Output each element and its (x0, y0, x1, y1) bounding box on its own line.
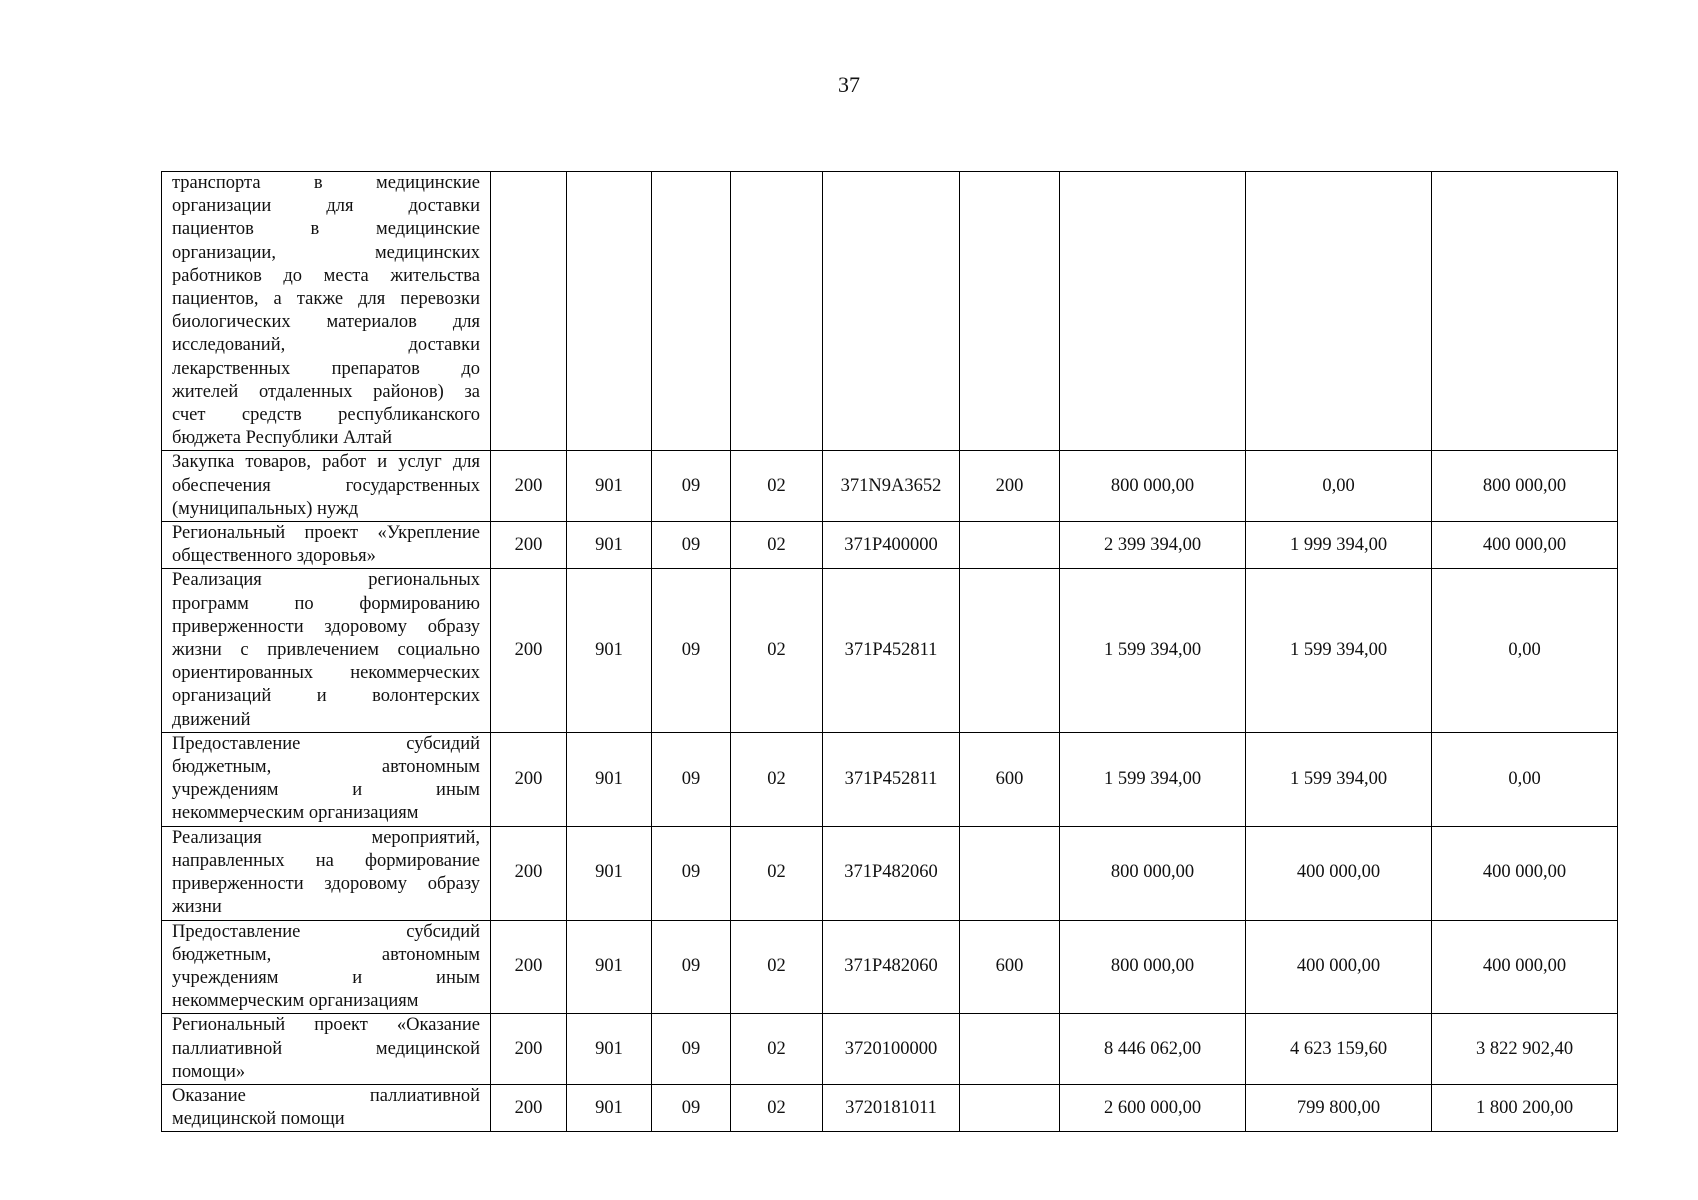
cell-target-article: 371P452811 (823, 569, 960, 732)
description-line: биологических материалов для (172, 312, 480, 333)
cell-ministry: 901 (567, 451, 652, 522)
description-line: Оказание паллиативной (172, 1085, 480, 1106)
description-line: пациентов, а также для перевозки (172, 289, 480, 310)
cell-expense-type (960, 172, 1060, 451)
cell-target-article: 3720100000 (823, 1014, 960, 1085)
description-line: обеспечения государственных (172, 475, 480, 496)
description-line: бюджета Республики Алтай (172, 428, 393, 449)
description-line: Реализация региональных (172, 570, 480, 591)
cell-amount-total: 800 000,00 (1060, 451, 1246, 522)
cell-section: 200 (491, 1084, 567, 1131)
description-line: лекарственных препаратов до (172, 358, 480, 379)
description-line: паллиативной медицинской (172, 1038, 480, 1059)
table-row (162, 826, 1618, 920)
table-row (162, 920, 1618, 1014)
cell-amount-federal: 400 000,00 (1246, 920, 1432, 1014)
cell-ministry: 901 (567, 826, 652, 920)
cell-description (162, 522, 491, 569)
page-number: 37 (838, 72, 860, 97)
description-line: Региональный проект «Укрепление (172, 523, 480, 544)
description-line: жизни (172, 897, 222, 918)
cell-target-article: 371P400000 (823, 522, 960, 569)
cell-target-article: 371P482060 (823, 920, 960, 1014)
description-line: ориентированных некоммерческих (172, 663, 480, 684)
cell-subdivision (731, 172, 823, 451)
description-line: приверженности здоровому образу (172, 616, 480, 637)
table-row (162, 569, 1618, 732)
cell-division: 09 (652, 1084, 731, 1131)
description-line: некоммерческим организациям (172, 803, 419, 824)
cell-division: 09 (652, 1014, 731, 1085)
cell-description (162, 172, 491, 451)
cell-ministry (567, 172, 652, 451)
description-line: бюджетным, автономным (172, 944, 480, 965)
cell-division: 09 (652, 920, 731, 1014)
cell-target-article: 371P482060 (823, 826, 960, 920)
cell-section: 200 (491, 920, 567, 1014)
cell-description (162, 451, 491, 522)
cell-amount-total (1060, 172, 1246, 451)
cell-ministry: 901 (567, 732, 652, 826)
table-row (162, 172, 1618, 451)
description-line: Реализация мероприятий, (172, 827, 480, 848)
cell-ministry: 901 (567, 920, 652, 1014)
cell-amount-federal: 4 623 159,60 (1246, 1014, 1432, 1085)
cell-amount-republic (1432, 172, 1618, 451)
cell-expense-type (960, 1084, 1060, 1131)
cell-description (162, 732, 491, 826)
cell-division: 09 (652, 569, 731, 732)
cell-subdivision: 02 (731, 732, 823, 826)
cell-expense-type: 600 (960, 920, 1060, 1014)
cell-amount-federal: 799 800,00 (1246, 1084, 1432, 1131)
cell-division (652, 172, 731, 451)
cell-amount-republic: 800 000,00 (1432, 451, 1618, 522)
description-line: организации, медицинских (172, 242, 480, 263)
cell-section: 200 (491, 451, 567, 522)
cell-division: 09 (652, 522, 731, 569)
cell-amount-republic: 400 000,00 (1432, 920, 1618, 1014)
cell-amount-republic: 400 000,00 (1432, 522, 1618, 569)
cell-amount-republic: 0,00 (1432, 732, 1618, 826)
cell-ministry: 901 (567, 1014, 652, 1085)
cell-target-article: 3720181011 (823, 1084, 960, 1131)
description-line: бюджетным, автономным (172, 757, 480, 778)
description-line: учреждениям и иным (172, 967, 480, 988)
description-line: помощи» (172, 1061, 246, 1082)
cell-target-article: 371P452811 (823, 732, 960, 826)
cell-section: 200 (491, 1014, 567, 1085)
description-line: организаций и волонтерских (172, 686, 480, 707)
cell-expense-type (960, 569, 1060, 732)
cell-section: 200 (491, 826, 567, 920)
table-row (162, 1014, 1618, 1085)
budget-table (161, 171, 1618, 1132)
description-line: транспорта в медицинские (172, 173, 480, 193)
cell-amount-total: 2 600 000,00 (1060, 1084, 1246, 1131)
table-row (162, 451, 1618, 522)
table-row (162, 522, 1618, 569)
cell-amount-federal: 1 599 394,00 (1246, 569, 1432, 732)
cell-expense-type (960, 522, 1060, 569)
cell-target-article: 371N9A3652 (823, 451, 960, 522)
cell-amount-republic: 3 822 902,40 (1432, 1014, 1618, 1085)
description-line: Предоставление субсидий (172, 733, 480, 754)
description-line: пациентов в медицинские (172, 219, 480, 240)
cell-amount-total: 1 599 394,00 (1060, 569, 1246, 732)
cell-subdivision: 02 (731, 522, 823, 569)
cell-amount-federal: 400 000,00 (1246, 826, 1432, 920)
cell-division: 09 (652, 451, 731, 522)
cell-subdivision: 02 (731, 1014, 823, 1085)
cell-amount-total: 800 000,00 (1060, 826, 1246, 920)
description-line: Региональный проект «Оказание (172, 1015, 480, 1036)
cell-subdivision: 02 (731, 451, 823, 522)
cell-description (162, 1084, 491, 1131)
cell-amount-total: 2 399 394,00 (1060, 522, 1246, 569)
cell-amount-federal (1246, 172, 1432, 451)
cell-expense-type: 200 (960, 451, 1060, 522)
cell-target-article (823, 172, 960, 451)
table-row (162, 1084, 1618, 1131)
description-line: учреждениям и иным (172, 780, 480, 801)
cell-amount-federal: 1 999 394,00 (1246, 522, 1432, 569)
description-line: работников до места жительства (172, 265, 480, 286)
description-line: (муниципальных) нужд (172, 498, 359, 519)
description-line: общественного здоровья» (172, 546, 376, 567)
cell-amount-total: 800 000,00 (1060, 920, 1246, 1014)
cell-amount-republic: 400 000,00 (1432, 826, 1618, 920)
cell-section (491, 172, 567, 451)
cell-expense-type (960, 1014, 1060, 1085)
description-line: медицинской помощи (172, 1109, 345, 1130)
description-line: движений (172, 709, 251, 730)
cell-section: 200 (491, 732, 567, 826)
description-line: жизни с привлечением социально (172, 640, 480, 661)
cell-description (162, 1014, 491, 1085)
cell-description (162, 569, 491, 732)
cell-amount-total: 1 599 394,00 (1060, 732, 1246, 826)
description-line: некоммерческим организациям (172, 991, 419, 1012)
cell-description (162, 920, 491, 1014)
table-row (162, 732, 1618, 826)
cell-amount-federal: 1 599 394,00 (1246, 732, 1432, 826)
cell-section: 200 (491, 522, 567, 569)
description-line: организации для доставки (172, 196, 480, 217)
cell-ministry: 901 (567, 522, 652, 569)
cell-ministry: 901 (567, 569, 652, 732)
cell-amount-republic: 1 800 200,00 (1432, 1084, 1618, 1131)
description-line: Закупка товаров, работ и услуг для (172, 452, 480, 473)
description-line: жителей отдаленных районов) за (172, 381, 480, 402)
description-line: исследований, доставки (172, 335, 480, 356)
cell-expense-type (960, 826, 1060, 920)
cell-division: 09 (652, 732, 731, 826)
description-line: Предоставление субсидий (172, 921, 480, 942)
cell-division: 09 (652, 826, 731, 920)
description-line: приверженности здоровому образу (172, 874, 480, 895)
table-body (162, 172, 1618, 1132)
cell-expense-type: 600 (960, 732, 1060, 826)
cell-subdivision: 02 (731, 920, 823, 1014)
cell-description (162, 826, 491, 920)
cell-amount-federal: 0,00 (1246, 451, 1432, 522)
description-line: программ по формированию (172, 593, 480, 614)
cell-amount-republic: 0,00 (1432, 569, 1618, 732)
cell-subdivision: 02 (731, 1084, 823, 1131)
cell-ministry: 901 (567, 1084, 652, 1131)
description-line: направленных на формирование (172, 850, 480, 871)
cell-amount-total: 8 446 062,00 (1060, 1014, 1246, 1085)
cell-subdivision: 02 (731, 569, 823, 732)
description-line: счет средств республиканского (172, 405, 480, 426)
cell-subdivision: 02 (731, 826, 823, 920)
cell-section: 200 (491, 569, 567, 732)
